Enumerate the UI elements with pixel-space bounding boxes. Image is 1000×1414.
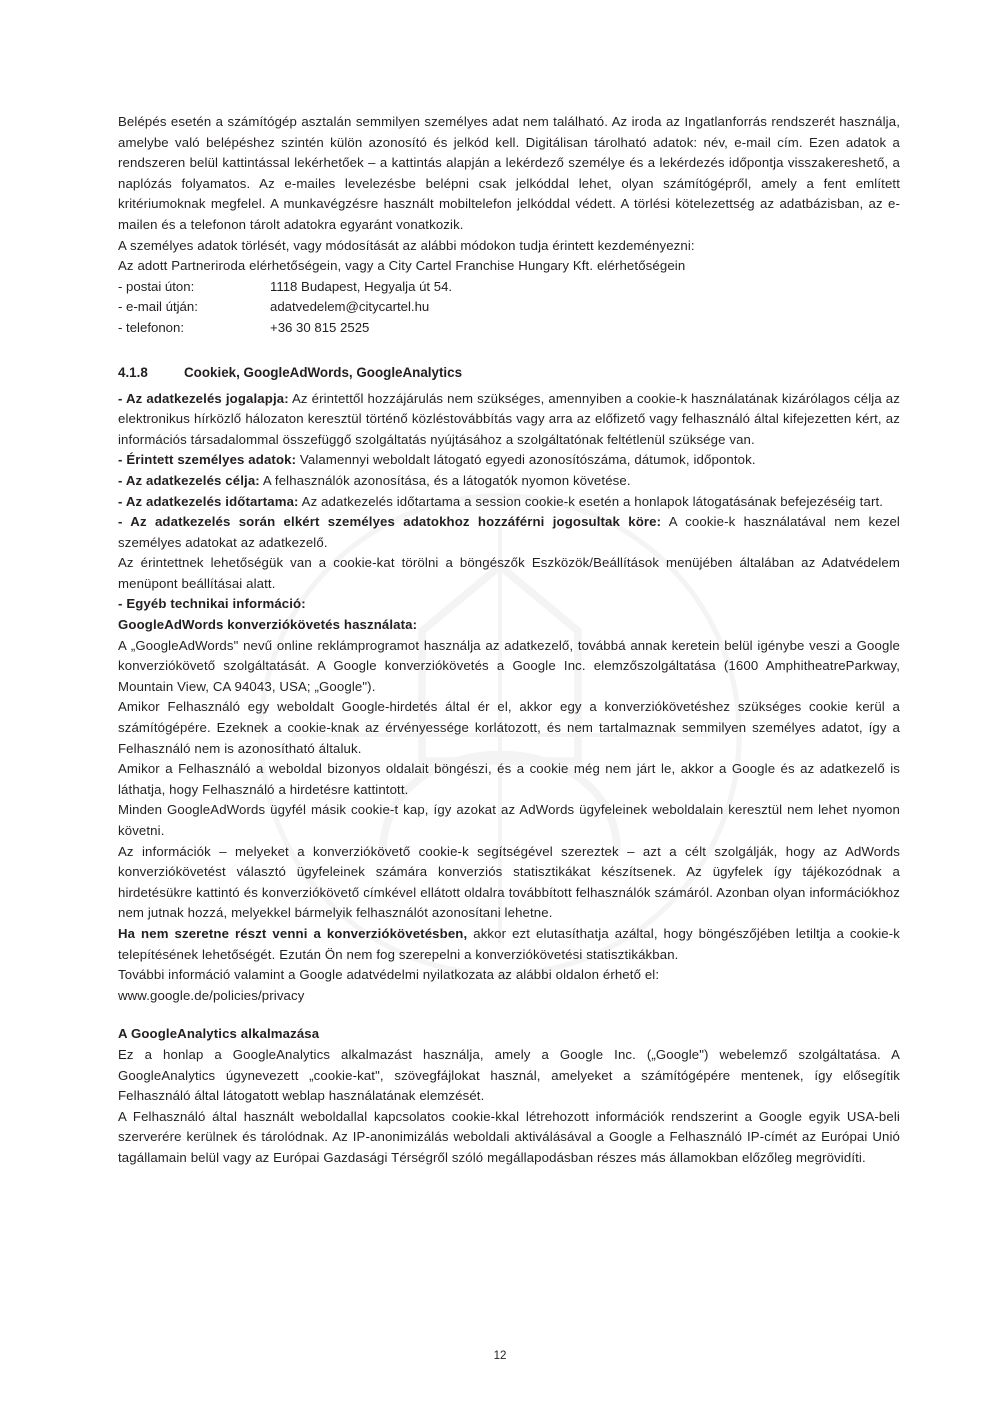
text-legal-basis: Az érintettől hozzájárulás nem szükséges, amennyiben a cookie-k használatának kizárólagos célja az elektronikus hírközlő hálozaton keresztül történő közléstovábbítás vagy arra az előfizető vagy felhasználó által kifejezetten kért, az információs társadalommal összefüggő szolgáltatás nyújtásához a szolgáltatónak feltétlenül szüksége van. bbox=[118, 390, 900, 447]
label-affected-data: - Érintett személyes adatok: bbox=[118, 452, 297, 468]
label-purpose: - Az adatkezelés célja: bbox=[118, 472, 260, 488]
text-affected-data: Valamennyi weboldalt látogató egyedi azonosítószáma, dátumok, időpontok. bbox=[299, 452, 756, 468]
paragraph-legal-basis bbox=[118, 389, 900, 451]
paragraph-deletion-modes: A személyes adatok törlését, vagy módosítását az alábbi módokon tudja érintett kezdeményezni: bbox=[118, 237, 695, 253]
contact-label: - telefonon: bbox=[118, 319, 184, 335]
section-heading bbox=[118, 365, 900, 380]
label-optout: Ha nem szeretne részt venni a konverziókövetésben, bbox=[118, 925, 468, 941]
text-purpose: A felhasználók azonosítása, és a látogatók nyomon követése. bbox=[262, 472, 631, 488]
paragraph-ga-1: Ez a honlap a GoogleAnalytics alkalmazást használja, amely a Google Inc. („Google") webelemző szolgáltatása. A GoogleAnalytics úgynevezett „cookie-kat", szövegfájlokat használ, amelyeket a számítógépére mentenek, így elősegítik Felhasználó által látogatott weblap használatának elemzését. bbox=[118, 1046, 900, 1104]
section-title: Cookiek, GoogleAdWords, GoogleAnalytics bbox=[184, 364, 463, 380]
text-optout: akkor ezt elutasíthatja azáltal, hogy böngészőjében letiltja a cookie-k telepítésének lehetőségét. Ezután Ön nem fog szerepelni a konverziókövetési statisztikákban. bbox=[118, 925, 901, 962]
paragraph-ga-2: A Felhasználó által használt weboldallal kapcsolatos cookie-kkal létrehozott információk rendszerint a Google egyik USA-beli szerverére kerülnek és tárolódnak. Az IP-anonimizálás weboldali aktiválásával a Google a Felhasználó IP-címét az Európai Unió tagállamain belül vagy az Európai Gazdasági Térségről szóló megállapodásban részes más államokban előzőleg megrövidíti. bbox=[118, 1108, 900, 1165]
paragraph-adwords-3: Amikor a Felhasználó a weboldal bizonyos oldalait böngészi, és a cookie még nem járt le, akkor a Google és az adatkezelő is láthatja, hogy Felhasználó a hirdetésre kattintott. bbox=[118, 761, 900, 797]
contact-value: 1118 Budapest, Hegyalja út 54. bbox=[270, 278, 453, 294]
text-duration: Az adatkezelés időtartama a session cookie-k esetén a honlapok látogatásának befejezéséig tart. bbox=[301, 493, 884, 509]
contact-row bbox=[118, 297, 900, 318]
contact-row bbox=[118, 318, 900, 339]
contact-label: - postai úton: bbox=[118, 278, 195, 294]
label-duration: - Az adatkezelés időtartama: bbox=[118, 493, 299, 509]
paragraph-intro: Belépés esetén a számítógép asztalán semmilyen személyes adat nem található. Az iroda az Ingatlanforrás rendszerét használja, amelybe való belépéshez szintén külön azonosító és jelkód kell. Digitálisan tárolható adatok: név, e-mail cím. Ezen adatok a rendszeren belül kattintással lekérhetőek – a kattintás alapján a lekérdező személye és a lekérdezés időpontja visszakereshető, a naplózás folyamatos. Az e-mailes levelezésbe belépni csak jelkóddal lehet, olyan számítógépről, amely a fent említett kritériumoknak megfelel. A munkavégzésre használt mobiltelefon jelkóddal védett. A törlési kötelezettség az adatbázisban, az e-mailen és a telefonon tárolt adatokra egyaránt vonatkozik. bbox=[118, 114, 900, 232]
paragraph-adwords-2: Amikor Felhasználó egy weboldalt Google-hirdetés által ér el, akkor egy a konverziókövetéshez szükséges cookie kerül a számítógépére. Ezeknek a cookie-knak az érvényessége korlátozott, és nem tartalmaznak semmilyen személyes adatot, így a Felhasználó nem is azonosítható általuk. bbox=[118, 699, 900, 756]
paragraph-adwords-4: Minden GoogleAdWords ügyfél másik cookie-t kap, így azokat az AdWords ügyfeleinek weboldalain keresztül nem lehet nyomon követni. bbox=[118, 802, 900, 838]
paragraph-optout bbox=[118, 924, 900, 965]
heading-adwords: GoogleAdWords konverziókövetés használata: bbox=[118, 617, 418, 633]
paragraph-purpose bbox=[118, 471, 900, 492]
contact-label: - e-mail útján: bbox=[118, 299, 198, 315]
paragraph-adwords-5: Az információk – melyeket a konverziókövető cookie-k segítségével szereztek – azt a célt szolgálják, hogy az AdWords konverziókövetést választó ügyfeleinek számára konverziós statisztikákat készítsenek. Az ügyfelek így tájékozódnak a hirdetésükre kattintó és konverziókövető címkével ellátott oldalra továbbított felhasználók számáról. Azonban olyan információkhoz nem jutnak hozzá, melyekkel bármelyik felhasználót azonosítani lehetne. bbox=[118, 843, 900, 921]
paragraph-affected-data bbox=[118, 450, 900, 471]
paragraph-more-info: További információ valamint a Google adatvédelmi nyilatkozata az alábbi oldalon érhető el: bbox=[118, 967, 660, 983]
paragraph-access bbox=[118, 512, 900, 553]
link-google-privacy[interactable]: www.google.de/policies/privacy bbox=[118, 987, 305, 1003]
label-legal-basis: - Az adatkezelés jogalapja: bbox=[118, 390, 289, 406]
contact-value: adatvedelem@citycartel.hu bbox=[270, 299, 430, 315]
page-number: 12 bbox=[493, 1350, 507, 1362]
contact-list bbox=[118, 277, 900, 339]
paragraph-adwords-1: A „GoogleAdWords" nevű online reklámprogramot használja az adatkezelő, továbbá annak keretein belül igénybe veszi a Google konverziókövető szolgáltatását. A Google konverziókövetés a Google Inc. elemzőszolgáltatása (1600 AmphitheatreParkway, Mountain View, CA 94043, USA; „Google"). bbox=[118, 637, 900, 694]
contact-value: +36 30 815 2525 bbox=[270, 319, 370, 335]
label-other-technical: - Egyéb technikai információ: bbox=[118, 596, 306, 612]
paragraph-delete-info: Az érintettnek lehetőségük van a cookie-kat törölni a böngészők Eszközök/Beállítások menüjében általában az Adatvédelem menüpont beállításai alatt. bbox=[118, 555, 900, 591]
text-access: A cookie-k használatával nem kezel személyes adatokat az adatkezelő. bbox=[118, 514, 900, 550]
page-content bbox=[118, 112, 900, 1169]
label-access: - Az adatkezelés során elkért személyes adatokhoz hozzáférni jogosultak köre: bbox=[118, 514, 662, 530]
contact-row bbox=[118, 277, 900, 298]
paragraph-duration bbox=[118, 492, 900, 513]
section-number: 4.1.8 bbox=[118, 364, 148, 380]
paragraph-partner-contacts: Az adott Partneriroda elérhetőségein, vagy a City Cartel Franchise Hungary Kft. elérhetőségein bbox=[118, 258, 686, 274]
heading-google-analytics: A GoogleAnalytics alkalmazása bbox=[118, 1026, 320, 1042]
